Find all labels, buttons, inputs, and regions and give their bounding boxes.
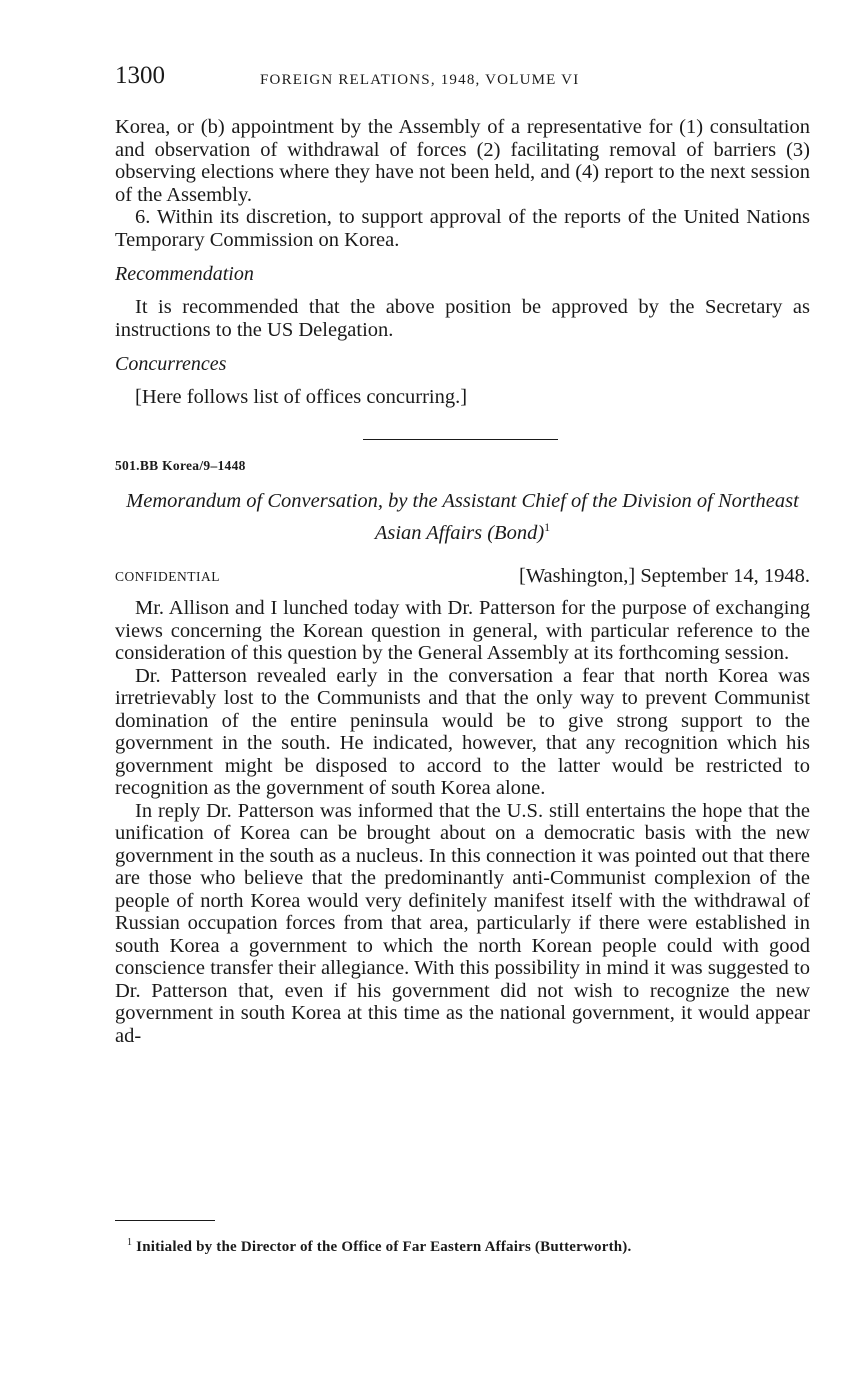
footnote-text: Initialed by the Director of the Office of Far Eastern Affairs (Butterworth). [136, 1239, 632, 1255]
memo-title [115, 488, 810, 546]
file-code: 501.BB Korea/9–1448 [115, 457, 246, 473]
dateline-row [115, 565, 810, 591]
section-divider [363, 439, 558, 440]
running-head: FOREIGN RELATIONS, 1948, VOLUME VI [260, 72, 580, 88]
dateline: [Washington,] September 14, 1948. [519, 565, 810, 588]
footnote-reference: 1 [544, 519, 551, 534]
memo-paragraph-2: Dr. Patterson revealed early in the conversation a fear that north Korea was irretrievably lost to the Communists and that the only way to prevent Communist domination of the entire peninsula would be to give strong support to the government in the south. He indicated, however, that any recognition which his government might be disposed to accord to the latter would be restricted to recognition as the government of south Korea alone. [115, 664, 810, 800]
classification-label: CONFIDENTIAL [115, 569, 220, 585]
numbered-paragraph-6: 6. Within its discretion, to support approval of the reports of the United Nations Temporary Commission on Korea. [115, 206, 810, 251]
recommendation-text: It is recommended that the above position be approved by the Secretary as instructions to the US Delegation. [115, 296, 810, 341]
continuation-paragraph: Korea, or (b) appointment by the Assembly of a representative for (1) consultation and observation of withdrawal of forces (2) facilitating removal of barriers (3) observing elections where they have not been held, and (4) report to the next session of the Assembly. [115, 116, 810, 206]
concurrences-heading: Concurrences [115, 353, 227, 375]
recommendation-heading: Recommendation [115, 263, 254, 285]
footnote [127, 1237, 810, 1256]
memo-paragraph-1: Mr. Allison and I lunched today with Dr. Patterson for the purpose of exchanging views concerning the Korean question in general, with particular reference to the consideration of this question by the General Assembly at its forthcoming session. [115, 597, 810, 665]
memo-title-text: Memorandum of Conversation, by the Assistant Chief of the Division of Northeast Asian Affairs (Bond) [126, 489, 799, 544]
concurrences-text: [Here follows list of offices concurring.] [135, 386, 468, 408]
memo-paragraph-3: In reply Dr. Patterson was informed that the U.S. still entertains the hope that the unification of Korea can be brought about on a democratic basis with the new government in the south as a nucleus. In this connection it was pointed out that there are those who believe that the predominantly anti-Communist complexion of the people of north Korea would very definitely manifest itself with the withdrawal of Russian occupation forces from that area, particularly if there were established in south Korea a government to which the north Korean people could with good conscience transfer their allegiance. With this possibility in mind it was suggested to Dr. Patterson that, even if his government did not wish to recognize the new government in south Korea at this time as the national government, it would appear ad- [115, 799, 810, 1047]
page-header [115, 62, 810, 96]
document-body [115, 116, 810, 1047]
page-number: 1300 [115, 62, 165, 89]
footnote-divider [115, 1220, 215, 1221]
footnote-mark: 1 [127, 1237, 133, 1248]
